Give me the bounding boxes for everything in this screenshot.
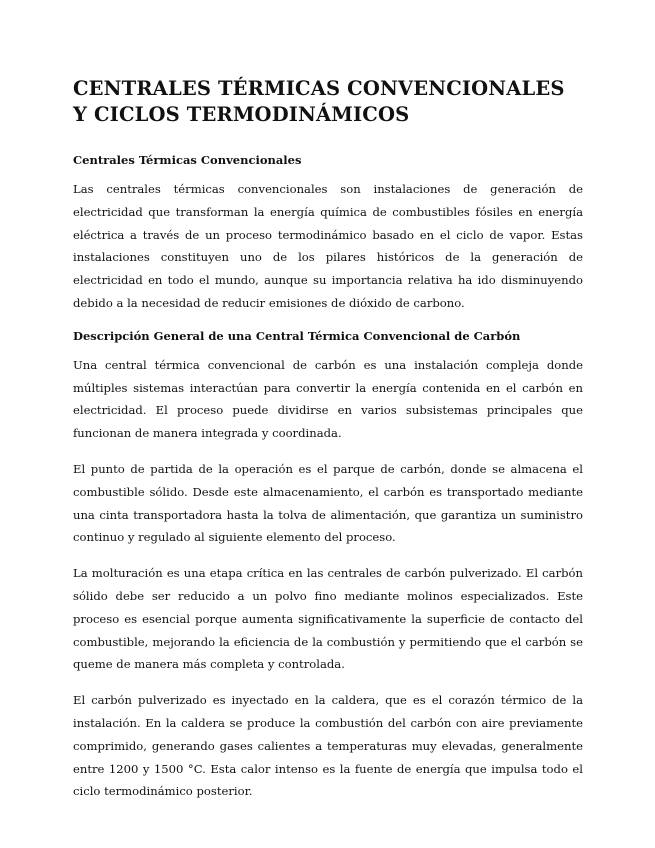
- section-heading: Descripción General de una Central Térmica Convencional de Carbón: [73, 328, 521, 343]
- paragraph: El carbón pulverizado es inyectado en la caldera, que es el corazón térmico de la instalación. En la caldera se produce la combustión del carbón con aire previamente comprimido, generando gases calientes a temperaturas muy elevadas, generalmente entre 1200 y 1500 °C. Esta calor intenso es la fuente de energía que impulsa todo el ciclo termodinámico posterior.: [73, 693, 583, 799]
- paragraph: Una central térmica convencional de carbón es una instalación compleja donde múltiples sistemas interactúan para convertir la energía contenida en el carbón en electricidad. El proceso puede dividirse en varios subsistemas principales que funcionan de manera integrada y coordinada.: [73, 357, 583, 441]
- paragraph: El punto de partida de la operación es el parque de carbón, donde se almacena el combustible sólido. Desde este almacenamiento, el carbón es transportado mediante una cinta transportadora hasta la tolva de alimentación, que garantiza un suministro continuo y regulado al siguiente elemento del proceso.: [73, 461, 583, 545]
- section-centrales-termicas: [73, 152, 583, 315]
- paragraph: Las centrales térmicas convencionales son instalaciones de generación de electricidad que transforman la energía química de combustibles fósiles en energía eléctrica a través de un proceso termodinámico basado en el ciclo de vapor. Estas instalaciones constituyen uno de los pilares históricos de la generación de electricidad en todo el mundo, aunque su importancia relativa ha ido disminuyendo debido a la necesidad de reducir emisiones de dióxido de carbono.: [73, 182, 583, 310]
- section-heading: Centrales Térmicas Convencionales: [73, 153, 302, 167]
- section-descripcion-general: [73, 328, 583, 803]
- document-title: CENTRALES TÉRMICAS CONVENCIONALES Y CICLOS TERMODINÁMICOS: [73, 77, 565, 126]
- paragraph: La molturación es una etapa crítica en las centrales de carbón pulverizado. El carbón sólido debe ser reducido a un polvo fino mediante molinos especializados. Este proceso es esencial porque aumenta significativamente la superficie de contacto del combustible, mejorando la eficiencia de la combustión y permitiendo que el carbón se queme de manera más completa y controlada.: [73, 566, 583, 672]
